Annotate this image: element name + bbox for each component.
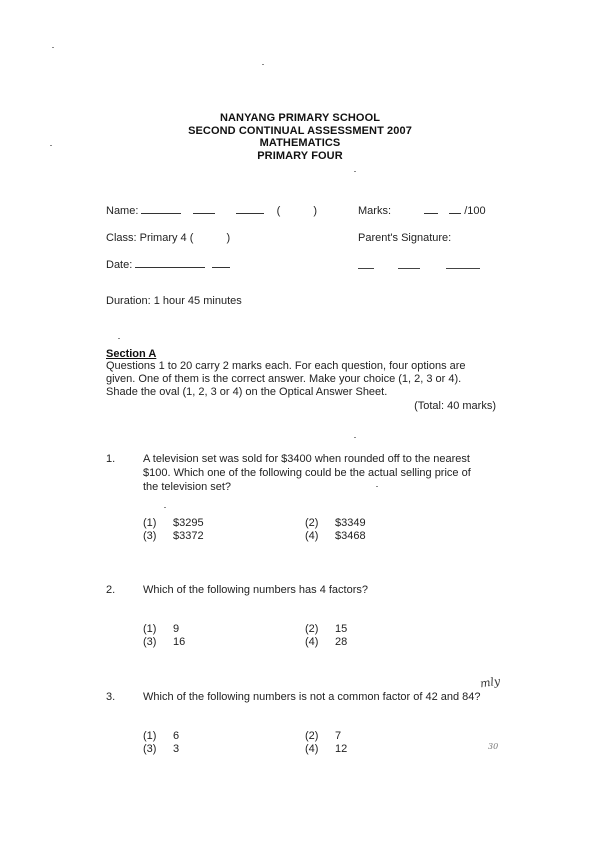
- option-value: $3372: [173, 530, 204, 542]
- question-line: the television set?: [143, 481, 232, 493]
- signature-line-2: [398, 268, 420, 269]
- question-options: [143, 517, 366, 543]
- question-options: [143, 730, 347, 756]
- option-number: (2): [305, 623, 319, 635]
- name-line-2: [193, 204, 215, 214]
- marks-row: [358, 204, 486, 217]
- name-line-1: [141, 204, 181, 214]
- school-name: NANYANG PRIMARY SCHOOL: [219, 112, 381, 124]
- question-number: 2.: [106, 584, 116, 596]
- section-total: (Total: 40 marks): [414, 400, 496, 412]
- option-value: 3: [173, 743, 180, 755]
- exam-header: [0, 112, 600, 162]
- class-paren-close: ): [226, 232, 231, 244]
- section-title: Section A: [106, 348, 157, 360]
- signature-line-3: [446, 268, 480, 269]
- option-number: (4): [305, 636, 319, 648]
- assessment-title: SECOND CONTINUAL ASSESSMENT 2007: [188, 124, 412, 137]
- option-number: (3): [143, 530, 157, 542]
- name-label: Name:: [106, 205, 139, 217]
- option-value: 6: [173, 730, 180, 742]
- class-row: [106, 232, 230, 244]
- option-number: (3): [143, 743, 157, 755]
- question-text: [143, 583, 503, 597]
- question-number: 3.: [106, 691, 116, 703]
- date-row: [106, 258, 230, 271]
- question-options: [143, 623, 347, 649]
- handwritten-note: mly: [479, 674, 501, 691]
- date-label: Date:: [106, 259, 133, 271]
- question-text: [143, 690, 523, 704]
- option-value: 16: [173, 636, 186, 648]
- signature-line-1: [358, 268, 374, 269]
- marks-line-1: [424, 204, 438, 214]
- question-line: $100. Which one of the following could be the actual selling price of: [143, 467, 471, 479]
- scan-speck: [354, 171, 356, 172]
- option-value: $3349: [335, 517, 366, 529]
- class-label: Class: Primary 4 (: [106, 232, 194, 244]
- parent-signature-label: Parent's Signature:: [358, 232, 452, 244]
- question-number: 1.: [106, 453, 116, 465]
- marks-label: Marks:: [358, 205, 391, 217]
- option-value: 9: [173, 623, 180, 635]
- name-line-3: [236, 204, 264, 214]
- option-value: 12: [335, 743, 348, 755]
- name-row: [106, 204, 317, 217]
- date-line-2: [212, 258, 230, 268]
- option-number: (2): [305, 517, 319, 529]
- option-value: 28: [335, 636, 348, 648]
- section-instructions: [106, 360, 498, 399]
- question-line: Which of the following numbers has 4 factors?: [143, 584, 369, 596]
- option-value: 7: [335, 730, 342, 742]
- instruction-line: Shade the oval (1, 2, 3 or 4) on the Optical Answer Sheet.: [106, 386, 388, 398]
- scan-speck: [50, 145, 52, 146]
- marks-line-2: [449, 204, 461, 214]
- question-line: Which of the following numbers is not a common factor of 42 and 84?: [143, 691, 481, 703]
- option-value: $3295: [173, 517, 204, 529]
- name-paren-close: ): [313, 205, 318, 217]
- option-number: (1): [143, 623, 157, 635]
- subject-title: MATHEMATICS: [259, 137, 341, 149]
- marks-total: /100: [464, 205, 486, 217]
- option-number: (2): [305, 730, 319, 742]
- corner-handwriting: 30: [488, 742, 499, 751]
- scan-speck: [376, 486, 378, 487]
- scan-speck: [164, 507, 166, 508]
- option-number: (4): [305, 743, 319, 755]
- date-line-1: [135, 258, 205, 268]
- instruction-line: Questions 1 to 20 carry 2 marks each. For each question, four options are: [106, 360, 466, 372]
- option-number: (3): [143, 636, 157, 648]
- option-number: (1): [143, 730, 157, 742]
- duration: Duration: 1 hour 45 minutes: [106, 295, 242, 307]
- question-line: A television set was sold for $3400 when rounded off to the nearest: [143, 453, 470, 465]
- scan-speck: [118, 338, 120, 339]
- scan-speck: [354, 437, 356, 438]
- question-text: [143, 452, 503, 494]
- scan-speck: [262, 64, 264, 65]
- instruction-line: given. One of them is the correct answer. Make your choice (1, 2, 3 or 4).: [106, 373, 462, 385]
- option-value: $3468: [335, 530, 366, 542]
- level-title: PRIMARY FOUR: [257, 149, 343, 162]
- option-value: 15: [335, 623, 348, 635]
- scan-speck: [52, 47, 54, 48]
- name-paren-open: (: [276, 205, 281, 217]
- option-number: (4): [305, 530, 319, 542]
- option-number: (1): [143, 517, 157, 529]
